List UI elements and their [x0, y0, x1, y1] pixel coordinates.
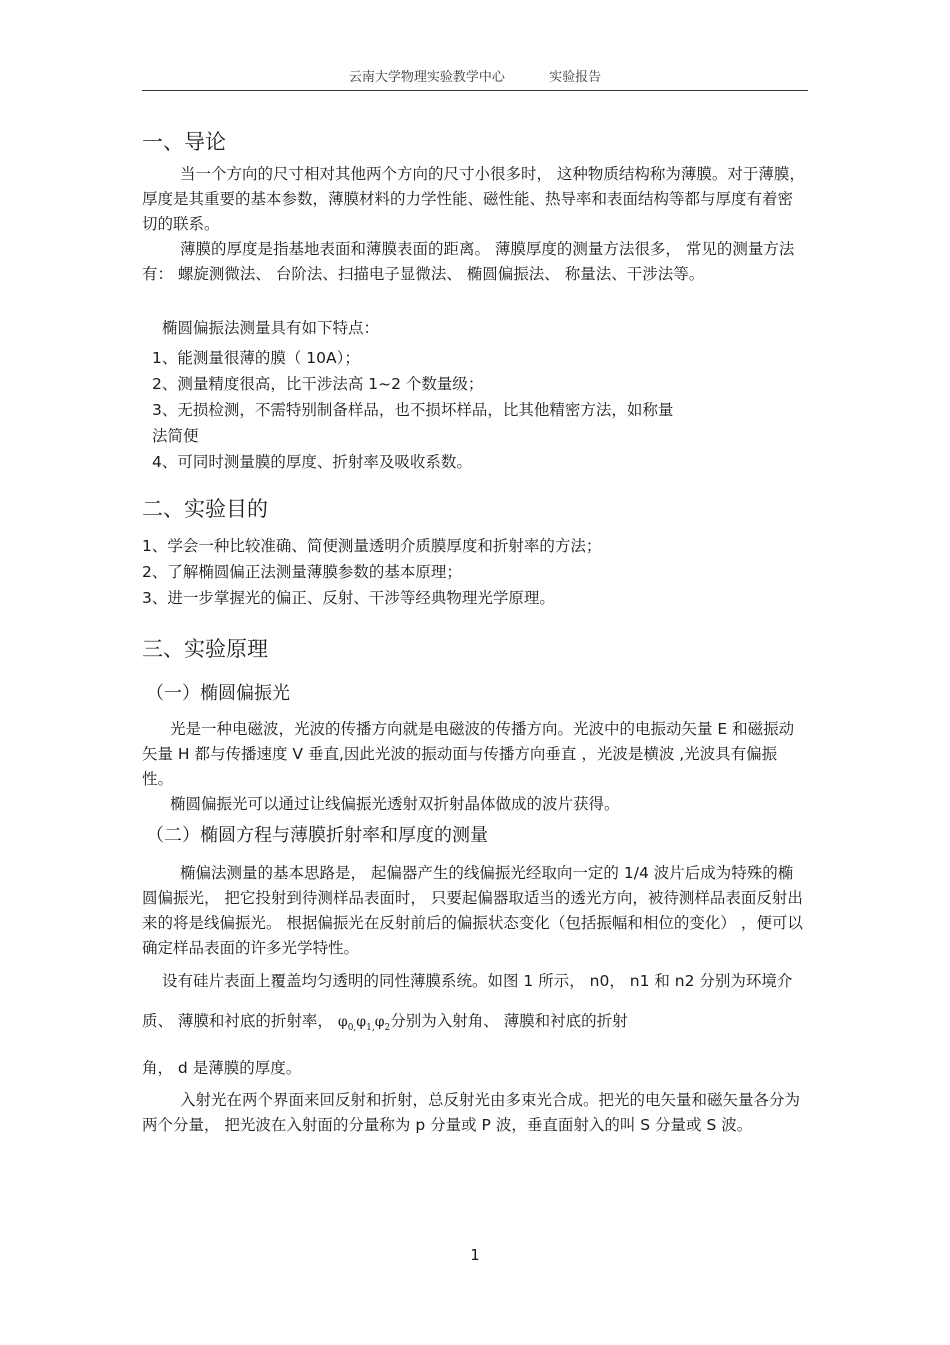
- paragraph-text: 分别为入射角、 薄膜和衬底的折射: [390, 1012, 628, 1030]
- list-item: 1、能测量很薄的膜（ 10A）；: [152, 349, 360, 367]
- list-item-continuation: 法简便: [152, 427, 199, 445]
- list-item: 3、进一步掌握光的偏正、反射、干涉等经典物理光学原理。: [142, 589, 555, 607]
- section-1-paragraph-2: 薄膜的厚度是指基地表面和薄膜表面的距离。 薄膜厚度的测量方法很多， 常见的测量方法有： 螺旋测微法、 台阶法、扫描电子显微法、 椭圆偏振法、 称量法、干涉法等。: [142, 240, 795, 283]
- phi-symbol-0: $\varphi_{0,}$: [337, 1014, 357, 1033]
- subsection-2-paragraph-2: [142, 961, 808, 1048]
- section-3-title: 三、实验原理: [142, 637, 268, 661]
- subsection-1-title: （一）椭圆偏振光: [146, 683, 290, 704]
- subsection-2-paragraph-3: 入射光在两个界面来回反射和折射，总反射光由多束光合成。把光的电矢量和磁矢量各分为两个分量， 把光波在入射面的分量称为 p 分量或 P 波，垂直面射入的叫 S 分量或 S 波。: [142, 1090, 801, 1134]
- header-divider: [142, 90, 808, 91]
- paragraph-text: 设有硅片表面上覆盖均匀透明的同性薄膜系统。如图 1 所示， n0， n1 和 n2 分别为环境介质、 薄膜和衬底的折射率，: [142, 972, 793, 1030]
- section-1-title: 一、导论: [142, 130, 226, 154]
- features-list: [142, 345, 808, 475]
- features-intro: 椭圆偏振法测量具有如下特点：: [162, 319, 380, 337]
- header-doc-type: 实验报告: [549, 70, 602, 85]
- subsection-2-paragraph-1: 椭偏法测量的基本思路是， 起偏器产生的线偏振光经取向一定的 1/4 波片后成为特殊的椭圆偏振光， 把它投射到待测样品表面时， 只要起偏器取适当的透光方向，被待测样品表面反射出来的将是线偏振光。 根据偏振光在反射前后的偏振状态变化（包括振幅和相位的变化） ，便可以确定样品表面的许多光学特性。: [142, 864, 803, 957]
- subsection-2-title: （二）椭圆方程与薄膜折射率和厚度的测量: [146, 825, 488, 846]
- list-item: 2、了解椭圆偏正法测量薄膜参数的基本原理；: [142, 563, 462, 581]
- header-institution: 云南大学物理实验教学中心: [348, 70, 505, 85]
- phi-symbol-1: $\varphi_{1,}$: [356, 1014, 375, 1033]
- objectives-list: [142, 533, 808, 611]
- page-number: 1: [470, 1246, 480, 1264]
- page-body: [142, 122, 808, 1138]
- page-header: [0, 66, 950, 85]
- section-2-title: 二、实验目的: [142, 497, 268, 521]
- subsection-1-paragraph-2: 椭圆偏振光可以通过让线偏振光透射双折射晶体做成的波片获得。: [170, 795, 620, 813]
- section-1-paragraph-1: 当一个方向的尺寸相对其他两个方向的尺寸小很多时， 这种物质结构称为薄膜。对于薄膜，厚度是其重要的基本参数，薄膜材料的力学性能、磁性能、热导率和表面结构等都与厚度有着密切的联系。: [142, 165, 805, 233]
- list-item: 3、无损检测，不需特别制备样品，也不损坏样品，比其他精密方法，如称量: [152, 401, 674, 419]
- subsection-2-paragraph-2-end: 角， d 是薄膜的厚度。: [142, 1058, 302, 1077]
- list-item: 2、测量精度很高，比干涉法高 1~2 个数量级；: [152, 375, 484, 393]
- subsection-1-paragraph-1: 光是一种电磁波，光波的传播方向就是电磁波的传播方向。光波中的电振动矢量 E 和磁振动矢量 H 都与传播速度 V 垂直,因此光波的振动面与传播方向垂直 ，光波是横波 ,光波具有偏振性。: [142, 720, 795, 788]
- list-item: 1、学会一种比较准确、简便测量透明介质膜厚度和折射率的方法；: [142, 537, 602, 555]
- phi-symbol-2: $\varphi_2$: [374, 1014, 391, 1033]
- list-item: 4、可同时测量膜的厚度、折射率及吸收系数。: [152, 453, 472, 471]
